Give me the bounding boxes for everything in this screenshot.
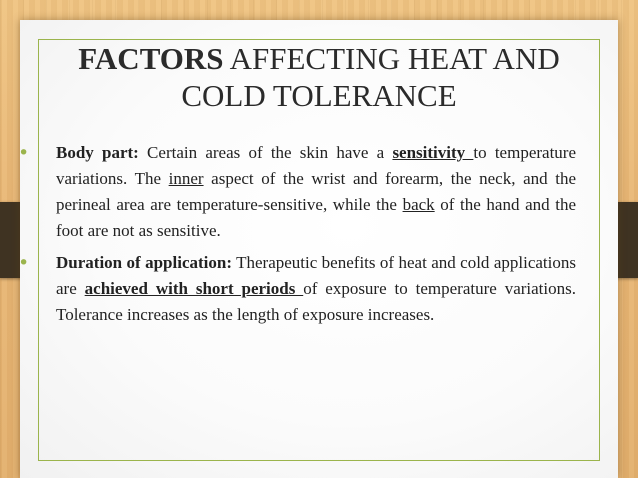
bullet-lead: Body part: (56, 143, 139, 162)
emphasis-inner: inner (168, 169, 204, 188)
bullet-text: of the hand and the foot are not as sensitive. (56, 195, 576, 240)
bullet-duration (20, 250, 576, 328)
bullet-body-part (20, 140, 576, 244)
bullet-text: Certain areas of the skin have a (138, 143, 393, 162)
slide-title (60, 40, 578, 114)
emphasis-back: back (402, 195, 435, 214)
title-rest: AFFECTING HEAT AND COLD TOLERANCE (181, 41, 560, 113)
bullet-text: to temperature variations. The (56, 143, 577, 188)
slide (20, 20, 618, 478)
bullet-dot-icon: • (18, 252, 30, 274)
bullet-text: of exposure to temperature variations. Tolerance increases as the length of exposure increases. (56, 279, 576, 324)
bullet-dot-icon: • (18, 142, 30, 164)
bullet-text: Therapeutic benefits of heat and cold applications are (56, 253, 576, 298)
title-strong: FACTORS (78, 41, 224, 76)
emphasis-short-periods: achieved with short periods (84, 279, 304, 298)
emphasis-sensitivity: sensitivity (392, 143, 474, 162)
bullet-text: aspect of the wrist and forearm, the neck, and the perineal area are temperature-sensitive, while the (56, 169, 576, 214)
bullet-lead: Duration of application: (56, 253, 232, 272)
bullet-list (20, 140, 576, 334)
